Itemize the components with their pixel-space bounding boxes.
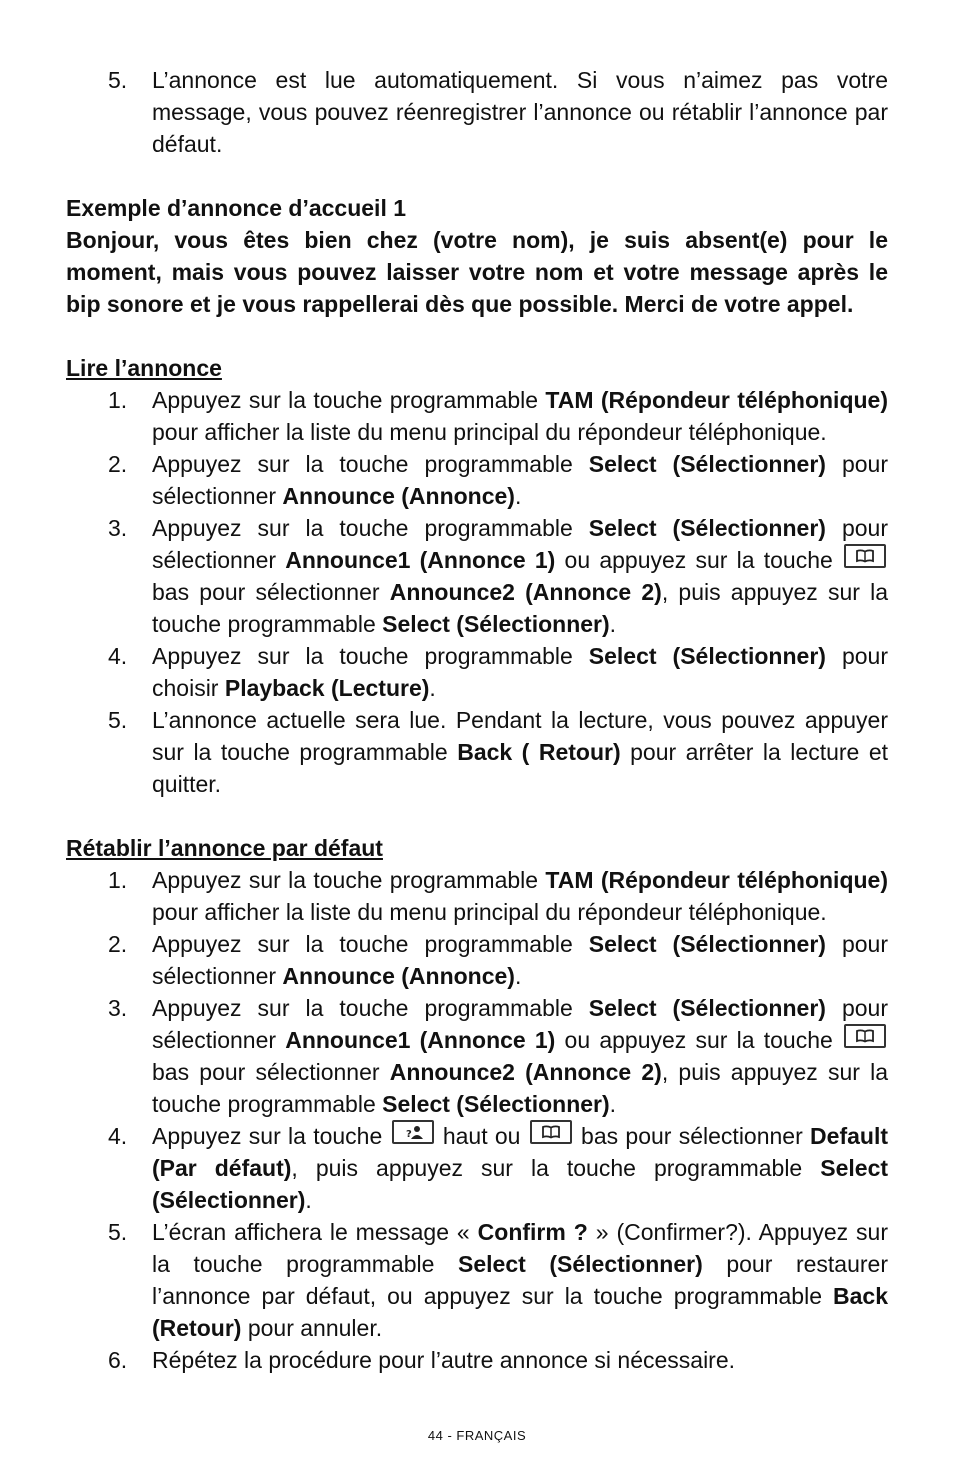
step-text: pour afficher la liste du menu principal du répondeur téléphonique. xyxy=(152,419,827,445)
step-number: 5. xyxy=(108,1219,128,1245)
step-text: L’annonce actuelle sera lue. Pendant la lecture, vous pouvez appuyer sur la touche programmable xyxy=(152,707,888,765)
step-text: . xyxy=(429,675,436,701)
key-label: Select (Sélectionner) xyxy=(588,643,826,669)
svg-text:?: ? xyxy=(405,1128,412,1140)
example-heading: Exemple d’annonce d’accueil 1 xyxy=(66,195,407,221)
step-number: 4. xyxy=(108,643,128,669)
step-text: , puis appuyez sur la touche programmable xyxy=(152,579,889,637)
phonebook-down-key-icon xyxy=(844,544,886,568)
play-step-1 xyxy=(66,384,888,448)
step-text: pour annuler. xyxy=(241,1315,383,1341)
phonebook-down-key-icon xyxy=(844,1024,886,1048)
step-text: pour sélectionner xyxy=(152,931,888,989)
play-step-4 xyxy=(66,640,888,704)
step-number: 1. xyxy=(108,387,128,413)
step-text: Appuyez sur la touche programmable xyxy=(152,515,589,541)
step-text: pour sélectionner xyxy=(152,515,888,573)
play-step-3 xyxy=(66,512,888,640)
section-title-play: Lire l’annonce xyxy=(66,355,222,381)
step-number: 1. xyxy=(108,867,128,893)
menu-item-label: Announce1 (Annonce 1) xyxy=(285,547,556,573)
step-text: Appuyez sur la touche programmable xyxy=(152,995,589,1021)
page-footer: 44 - FRANÇAIS xyxy=(427,1428,527,1443)
step-text: ou appuyez sur la touche xyxy=(555,1027,842,1053)
step-text: » (Confirmer?). Appuyez sur la touche programmable xyxy=(152,1219,888,1277)
key-label: Back (Retour) xyxy=(152,1283,888,1341)
restore-step-6 xyxy=(66,1344,888,1376)
step-text: pour sélectionner xyxy=(152,451,888,509)
step-text: L’écran affichera le message « xyxy=(152,1219,478,1245)
step-text: . xyxy=(609,611,617,637)
menu-item-label: Announce2 (Annonce 2) xyxy=(389,579,662,605)
caller-id-up-key-icon xyxy=(392,1120,434,1144)
play-step-2 xyxy=(66,448,888,512)
key-label: TAM (Répondeur téléphonique) xyxy=(545,867,888,893)
step-text: , puis appuyez sur la touche programmable xyxy=(152,1059,889,1117)
key-label: Select (Sélectionner) xyxy=(588,931,826,957)
key-label: Select (Sélectionner) xyxy=(458,1251,703,1277)
step-text: . xyxy=(609,1091,617,1117)
step-text: pour choisir xyxy=(152,643,888,701)
step-text: bas pour sélectionner xyxy=(152,1059,390,1085)
step-number: 3. xyxy=(108,515,128,541)
key-label: Select (Sélectionner) xyxy=(382,1091,610,1117)
example-text: Bonjour, vous êtes bien chez (votre nom), je suis absent(e) pour le moment, mais vous pouvez laisser votre nom et votre message après le bip sonore et je vous rappellerai dès que possible. Merci de votre appel. xyxy=(66,227,888,317)
menu-item-label: Default (Par défaut) xyxy=(152,1123,888,1181)
step-text: Appuyez sur la touche programmable xyxy=(152,643,589,669)
key-label: TAM (Répondeur téléphonique) xyxy=(545,387,888,413)
step-number: 4. xyxy=(108,1123,128,1149)
step-number: 2. xyxy=(108,451,128,477)
step-number: 6. xyxy=(108,1347,128,1373)
key-label: Select (Sélectionner) xyxy=(152,1155,889,1213)
intro-step xyxy=(66,64,888,160)
step-number: 5. xyxy=(108,707,128,733)
restore-step-5 xyxy=(66,1216,888,1344)
restore-step-4 xyxy=(66,1120,888,1216)
step-text: bas pour sélectionner xyxy=(152,579,390,605)
restore-step-3 xyxy=(66,992,888,1120)
menu-item-label: Announce (Annonce) xyxy=(282,963,515,989)
key-label: Select (Sélectionner) xyxy=(382,611,610,637)
manual-page xyxy=(66,64,888,1376)
screen-message: Confirm ? xyxy=(477,1219,588,1245)
step-text: ou appuyez sur la touche xyxy=(555,547,842,573)
step-text: Répétez la procédure pour l’autre annonce si nécessaire. xyxy=(152,1347,736,1373)
play-step-5 xyxy=(66,704,888,800)
menu-item-label: Announce1 (Annonce 1) xyxy=(285,1027,556,1053)
step-text: Appuyez sur la touche programmable xyxy=(152,931,589,957)
step-text: Appuyez sur la touche programmable xyxy=(152,867,546,893)
step-text: pour sélectionner xyxy=(152,995,888,1053)
section-title-restore: Rétablir l’annonce par défaut xyxy=(66,835,383,861)
step-text: . xyxy=(514,963,522,989)
menu-item-label: Announce2 (Annonce 2) xyxy=(389,1059,662,1085)
restore-step-1 xyxy=(66,864,888,928)
step-text: Appuyez sur la touche programmable xyxy=(152,387,546,413)
menu-item-label: Announce (Annonce) xyxy=(282,483,515,509)
step-text: Appuyez sur la touche xyxy=(152,1123,390,1149)
key-label: Select (Sélectionner) xyxy=(588,515,826,541)
step-text: Appuyez sur la touche programmable xyxy=(152,451,589,477)
step-text: . xyxy=(514,483,522,509)
step-text: pour arrêter la lecture et quitter. xyxy=(152,739,889,797)
key-label: Back ( Retour) xyxy=(457,739,621,765)
step-text: pour afficher la liste du menu principal du répondeur téléphonique. xyxy=(152,899,827,925)
step-text: bas pour sélectionner xyxy=(573,1123,811,1149)
key-label: Select (Sélectionner) xyxy=(588,995,826,1021)
step-text: haut ou xyxy=(435,1123,528,1149)
step-text: , puis appuyez sur la touche programmable xyxy=(291,1155,821,1181)
step-number: 3. xyxy=(108,995,128,1021)
step-text: . xyxy=(305,1187,312,1213)
restore-step-2 xyxy=(66,928,888,992)
step-text: L’annonce est lue automatiquement. Si vous n’aimez pas votre message, vous pouvez réenregistrer l’annonce ou rétablir l’annonce par défaut. xyxy=(152,67,888,157)
key-label: Select (Sélectionner) xyxy=(588,451,826,477)
menu-item-label: Playback (Lecture) xyxy=(224,675,430,701)
phonebook-down-key-icon xyxy=(530,1120,572,1144)
step-text: pour restaurer l’annonce par défaut, ou appuyez sur la touche programmable xyxy=(152,1251,888,1309)
step-number: 5. xyxy=(108,67,128,93)
step-number: 2. xyxy=(108,931,128,957)
